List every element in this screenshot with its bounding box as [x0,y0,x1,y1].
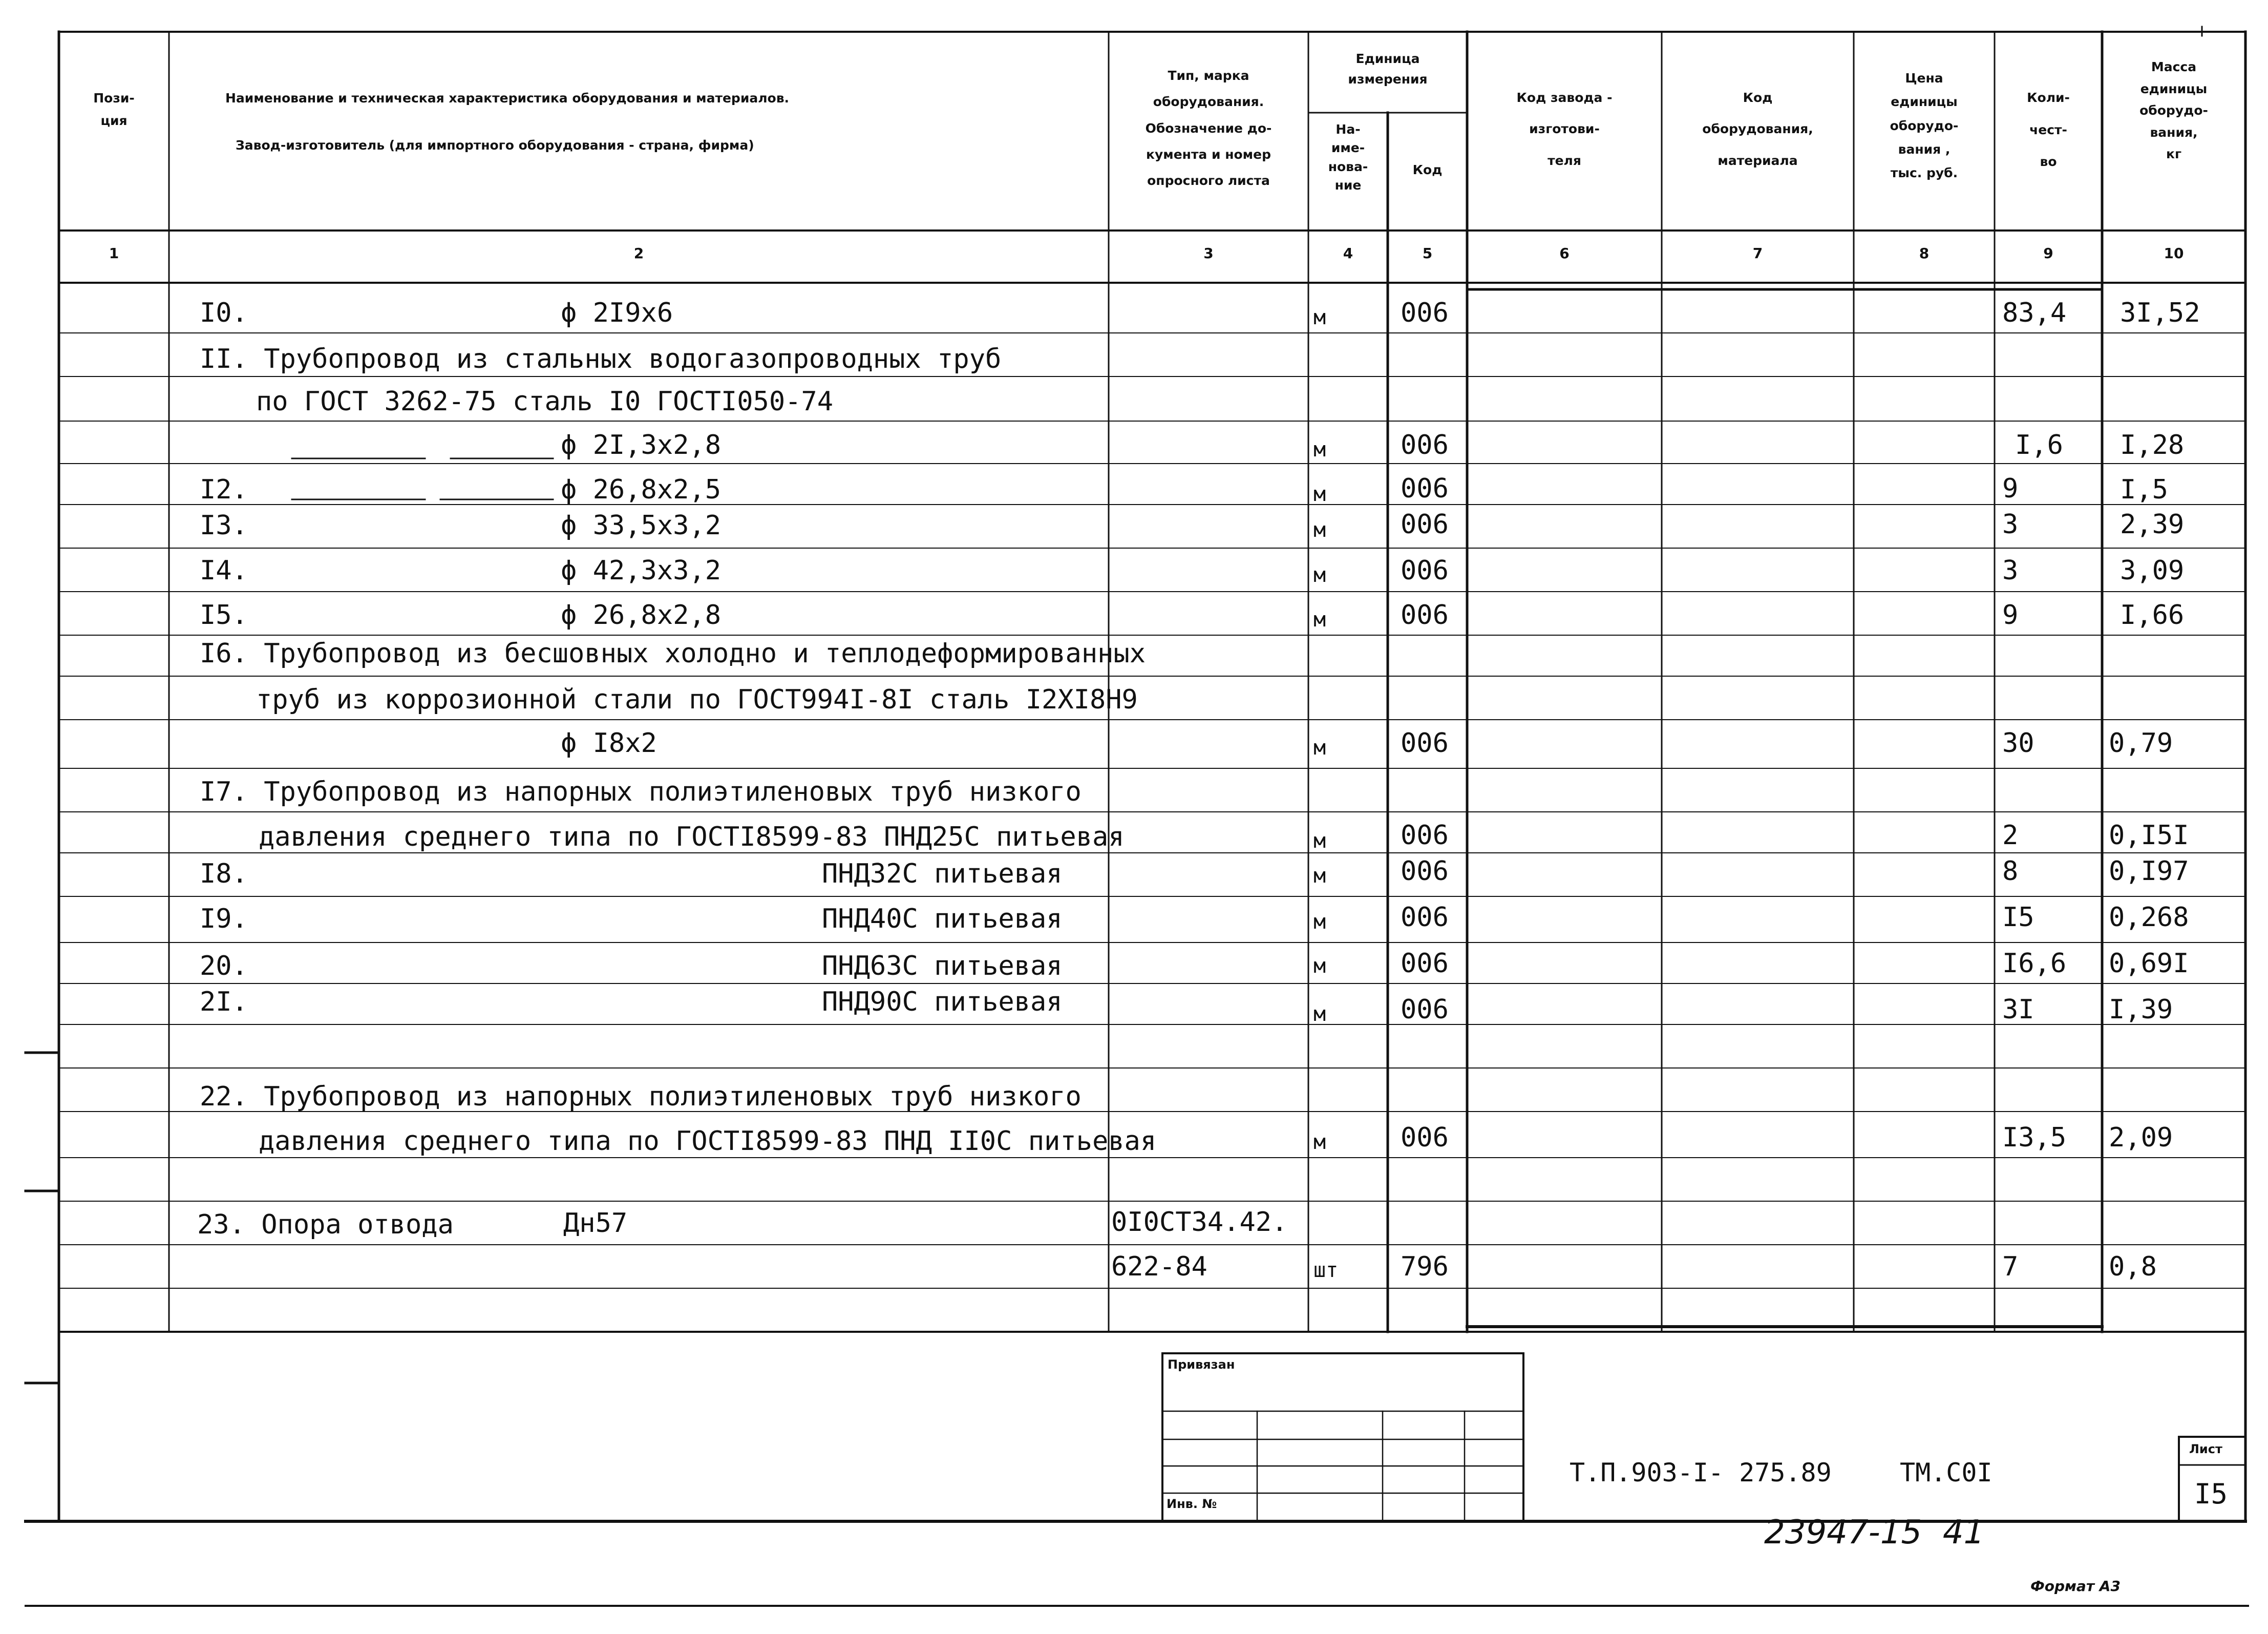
row-code: 006 [1401,902,1449,933]
header-unit-group: Единица измерения [1348,51,1428,87]
row-mass: 3,09 [2120,555,2185,586]
row-position: 2I. [200,987,248,1017]
row-position: I8. [200,858,248,889]
header-quantity: Коли- чест- во [2027,90,2070,169]
row-size: Дн57 [563,1208,628,1239]
row-unit: шт [1313,1259,1339,1282]
column-number: 2 [633,245,644,262]
header-unit-code: Код [1412,162,1443,177]
row-pipe: ПНД63С питьевая [822,951,1063,981]
row-code: 006 [1401,555,1449,586]
row-qty: I,6 [2015,430,2063,460]
sheet-number: I5 [2194,1478,2228,1510]
header-name-line2: Завод-изготовитель (для импортного оборудования - страна, фирма) [236,138,754,153]
row-qty: 3I [2002,994,2034,1025]
row-code: 006 [1401,473,1449,504]
row-description: II. Трубопровод из стальных водогазопроводных труб [200,344,1002,374]
row-document: 622-84 [1111,1251,1207,1282]
row-code: 006 [1401,600,1449,631]
row-qty: 30 [2002,728,2034,759]
row-description: I7. Трубопровод из напорных полиэтиленовых труб низкого [200,777,1082,807]
row-mass: I,39 [2109,994,2173,1025]
row-mass: I,28 [2120,430,2185,460]
row-size: ϕ 26,8x2,8 [561,600,722,631]
row-qty: 9 [2002,473,2019,504]
row-code: 006 [1401,994,1449,1025]
row-unit: м [1313,1130,1326,1154]
row-description: 23. Опора отвода [197,1209,454,1240]
header-equipment-code: Код оборудования, материала [1702,90,1813,168]
row-mass: 0,69I [2109,948,2189,979]
row-unit: м [1313,864,1326,888]
row-qty: 2 [2002,820,2019,851]
row-mass: 0,I97 [2109,856,2189,887]
row-mass: 0,79 [2109,728,2173,759]
column-number: 7 [1752,245,1763,262]
row-description: давления среднего типа по ГОСТI8599-83 ПНД25С питьевая [259,822,1125,852]
row-mass: 3I,52 [2120,298,2200,328]
stamp-inventory: Инв. № [1167,1497,1217,1511]
column-number: 8 [1919,245,1930,262]
row-unit: м [1313,829,1326,853]
row-unit: м [1313,306,1326,329]
row-unit: м [1313,736,1326,760]
row-mass: 2,09 [2109,1122,2173,1153]
row-size: ϕ 33,5x3,2 [561,510,722,541]
row-code: 796 [1401,1251,1449,1282]
row-qty: 7 [2002,1251,2019,1282]
row-unit: м [1313,518,1326,542]
row-size: ϕ 2I,3x2,8 [561,430,722,460]
row-description: 22. Трубопровод из напорных полиэтиленовых труб низкого [200,1081,1082,1112]
row-description: I6. Трубопровод из бесшовных холодно и теплодеформированных [200,638,1146,669]
row-mass: 0,8 [2109,1251,2157,1282]
row-code: 006 [1401,856,1449,887]
row-pipe: ПНД40С питьевая [822,904,1063,934]
row-code: 006 [1401,820,1449,851]
header-position: Пози- ция [93,91,135,128]
row-position: I3. [200,510,248,541]
row-size: ϕ 26,8x2,5 [561,474,722,505]
row-qty: I5 [2002,902,2034,933]
column-number: 4 [1343,245,1353,262]
row-size: ϕ 2I9x6 [561,298,673,328]
row-qty: I3,5 [2002,1122,2067,1153]
document-code: Т.П.903-I- 275.89 [1570,1458,1832,1488]
row-position: I9. [200,904,248,934]
row-position: I5. [200,600,248,631]
row-mass: 0,268 [2109,902,2189,933]
header-mass: Масса единицы оборудо- вания, кг [2139,59,2208,161]
handwritten-archive-number: 23947-15 41 [1764,1514,1985,1552]
row-size: ϕ I8x2 [561,728,657,759]
row-size: ϕ 42,3x3,2 [561,555,722,586]
row-description: давления среднего типа по ГОСТI8599-83 ПНД II0С питьевая [259,1126,1157,1157]
column-number: 1 [109,245,119,262]
row-unit: м [1313,563,1326,587]
row-mass: I,66 [2120,600,2185,631]
header-name-line1: Наименование и техническая характеристика оборудования и материалов. [225,91,790,106]
row-qty: 3 [2002,555,2019,586]
row-description: труб из коррозионной стали по ГОСТ994I-8I сталь I2XI8H9 [256,684,1138,715]
header-type: Тип, марка оборудования. Обозначение до- кумента и номер опросного листа [1145,68,1272,188]
row-qty: 83,4 [2002,298,2067,328]
row-qty: 3 [2002,509,2019,540]
row-unit: м [1313,1002,1326,1026]
row-qty: I6,6 [2002,948,2067,979]
row-qty: 9 [2002,600,2019,631]
row-description: по ГОСТ 3262-75 сталь I0 ГОСТI050-74 [256,386,834,417]
row-unit: м [1313,438,1326,462]
row-position: I2. [200,474,248,505]
row-code: 006 [1401,298,1449,328]
column-number: 3 [1203,245,1214,262]
column-number: 6 [1559,245,1570,262]
row-pipe: ПНД32С питьевая [822,858,1063,889]
row-pipe: ПНД90С питьевая [822,987,1063,1017]
row-mass: I,5 [2120,474,2168,505]
row-unit: м [1313,954,1326,978]
stamp-privyazan: Привязан [1168,1357,1235,1372]
row-code: 006 [1401,728,1449,759]
column-number: 10 [2164,245,2184,262]
row-code: 006 [1401,509,1449,540]
row-code: 006 [1401,948,1449,979]
row-position: 20. [200,951,248,981]
row-mass: 0,I5I [2109,820,2189,851]
header-unit-name: На- име- нова- ние [1328,122,1368,193]
row-unit: м [1313,910,1326,934]
row-document: 0I0СТ34.42. [1111,1207,1288,1238]
row-position: I0. [200,298,248,328]
row-unit: м [1313,483,1326,506]
column-number: 5 [1422,245,1433,262]
row-position: I4. [200,555,248,586]
document-mark: ТМ.С0I [1900,1458,1993,1488]
row-mass: 2,39 [2120,509,2185,540]
row-code: 006 [1401,1122,1449,1153]
column-number: 9 [2043,245,2053,262]
header-plant-code: Код завода - изготови- теля [1516,90,1613,168]
sheet-label: Лист [2189,1442,2222,1456]
format-label: Формат А3 [2030,1578,2121,1595]
header-price: Цена единицы оборудо- вания , тыс. руб. [1890,71,1959,180]
row-unit: м [1313,608,1326,632]
row-qty: 8 [2002,856,2019,887]
row-code: 006 [1401,430,1449,460]
